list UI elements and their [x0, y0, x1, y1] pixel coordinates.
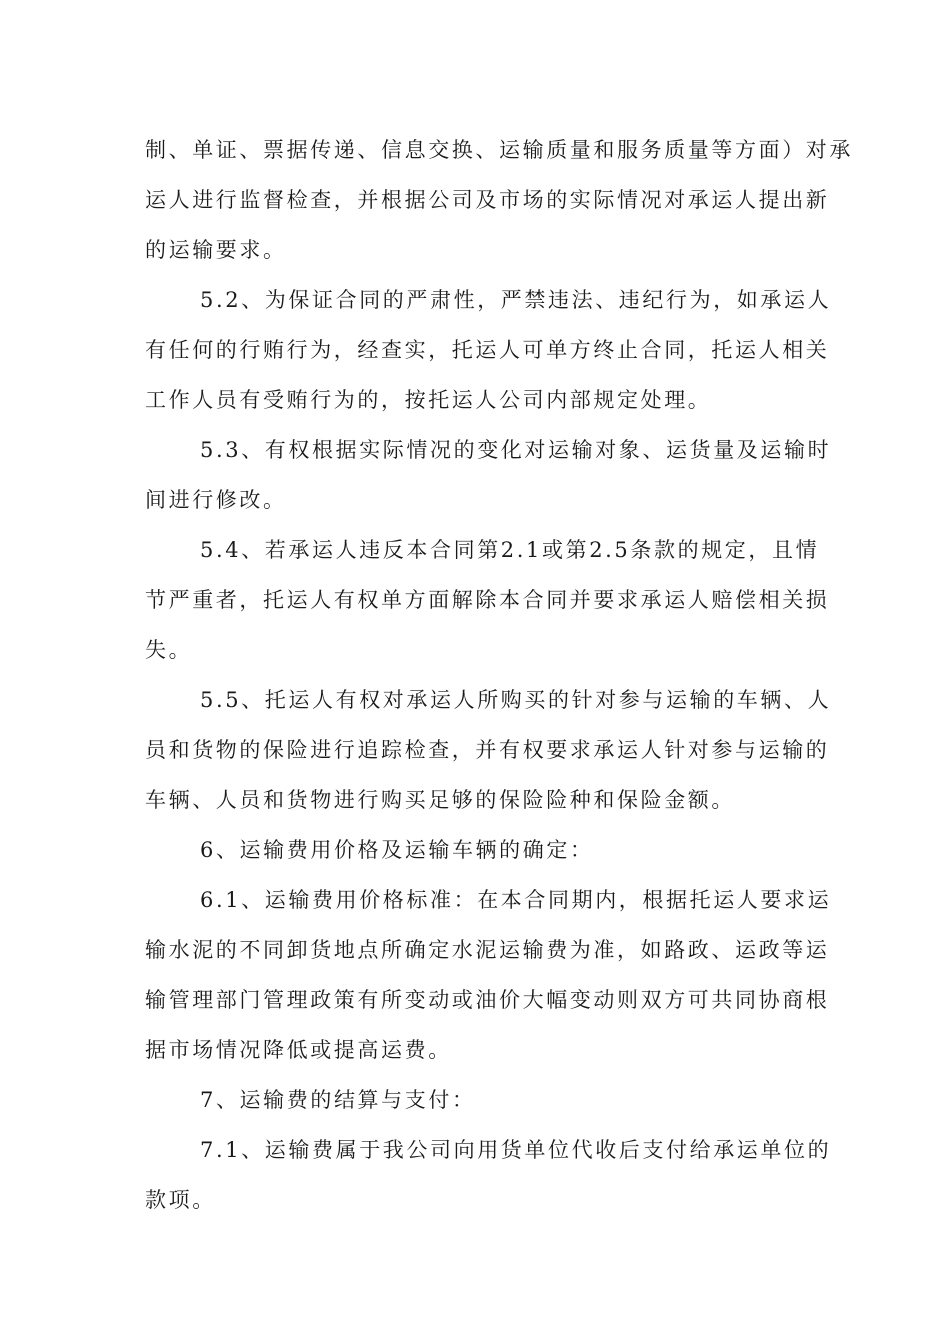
paragraph-7-1-start: 7.1、运输费属于我公司向用货单位代收后支付给承运单位的	[200, 1138, 832, 1162]
text-line: 款项。	[145, 1188, 216, 1212]
section-6-heading: 6、运输费用价格及运输车辆的确定：	[200, 838, 594, 862]
text-line: 运人进行监督检查，并根据公司及市场的实际情况对承运人提出新	[145, 188, 830, 212]
paragraph-5-4-start: 5.4、若承运人违反本合同第2.1或第2.5条款的规定，且情	[200, 538, 820, 562]
text-line: 的运输要求。	[145, 238, 287, 262]
paragraph-5-5-start: 5.5、托运人有权对承运人所购买的针对参与运输的车辆、人	[200, 688, 832, 712]
paragraph-5-2-start: 5.2、为保证合同的严肃性，严禁违法、违纪行为，如承运人	[200, 288, 832, 312]
text-line: 失。	[145, 638, 193, 662]
paragraph-6-1-start: 6.1、运输费用价格标准：在本合同期内，根据托运人要求运	[200, 888, 832, 912]
text-line: 工作人员有受贿行为的，按托运人公司内部规定处理。	[145, 388, 712, 412]
text-line: 有任何的行贿行为，经查实，托运人可单方终止合同，托运人相关	[145, 338, 830, 362]
text-line: 输管理部门管理政策有所变动或油价大幅变动则双方可共同协商根	[145, 988, 830, 1012]
section-7-heading: 7、运输费的结算与支付：	[200, 1088, 476, 1112]
text-line: 据市场情况降低或提高运费。	[145, 1038, 452, 1062]
text-line: 车辆、人员和货物进行购买足够的保险险种和保险金额。	[145, 788, 735, 812]
text-line: 输水泥的不同卸货地点所确定水泥运输费为准，如路政、运政等运	[145, 938, 830, 962]
text-line: 员和货物的保险进行追踪检查，并有权要求承运人针对参与运输的	[145, 738, 830, 762]
text-line: 节严重者，托运人有权单方面解除本合同并要求承运人赔偿相关损	[145, 588, 830, 612]
text-line: 间进行修改。	[145, 488, 287, 512]
paragraph-5-3-start: 5.3、有权根据实际情况的变化对运输对象、运货量及运输时	[200, 438, 832, 462]
text-line: 制、单证、票据传递、信息交换、运输质量和服务质量等方面）对承	[145, 138, 853, 162]
